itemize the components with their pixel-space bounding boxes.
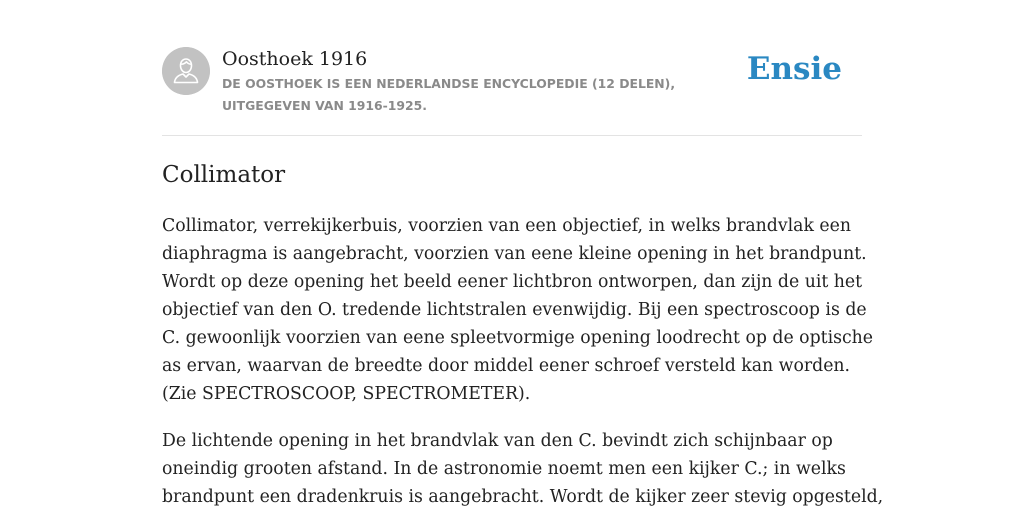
text-line: Wordt op deze opening het beeld eener lichtbron ontworpen, dan zijn de uit het bbox=[162, 272, 863, 292]
text-line: C. gewoonlijk voorzien van eene spleetvormige opening loodrecht op de optische bbox=[162, 328, 874, 348]
text-line: oneindig grooten afstand. In de astronomie noemt men een kijker C.; in welks bbox=[162, 459, 846, 479]
article-title: Collimator bbox=[162, 162, 286, 188]
source-title[interactable]: Oosthoek 1916 bbox=[222, 48, 368, 70]
header-divider bbox=[162, 135, 862, 136]
text-line: De lichtende opening in het brandvlak van den C. bevindt zich schijnbaar op bbox=[162, 431, 833, 451]
text-line: Collimator, verrekijkerbuis, voorzien van een objectief, in welks brandvlak een bbox=[162, 216, 851, 236]
text-line: diaphragma is aangebracht, voorzien van eene kleine opening in het brandpunt. bbox=[162, 244, 867, 264]
text-line: brandpunt een dradenkruis is aangebracht. Wordt de kijker zeer stevig opgesteld, bbox=[162, 487, 884, 507]
text-line: as ervan, waarvan de breedte door middel eener schroef versteld kan worden. bbox=[162, 356, 851, 376]
text-line: (Zie SPECTROSCOOP, SPECTROMETER). bbox=[162, 384, 531, 404]
text-line: objectief van den O. tredende lichtstralen evenwijdig. Bij een spectroscoop is de bbox=[162, 300, 867, 320]
source-header bbox=[162, 47, 862, 117]
user-silhouette-icon[interactable] bbox=[162, 47, 210, 95]
article-paragraph bbox=[162, 427, 884, 511]
source-description: DE OOSTHOEK IS EEN NEDERLANDSE ENCYCLOPEDIE (12 DELEN), UITGEGEVEN VAN 1916-1925. bbox=[222, 76, 676, 113]
article-body bbox=[162, 212, 884, 512]
ensie-logo[interactable]: Ensie bbox=[746, 51, 842, 87]
article-paragraph bbox=[162, 212, 874, 408]
